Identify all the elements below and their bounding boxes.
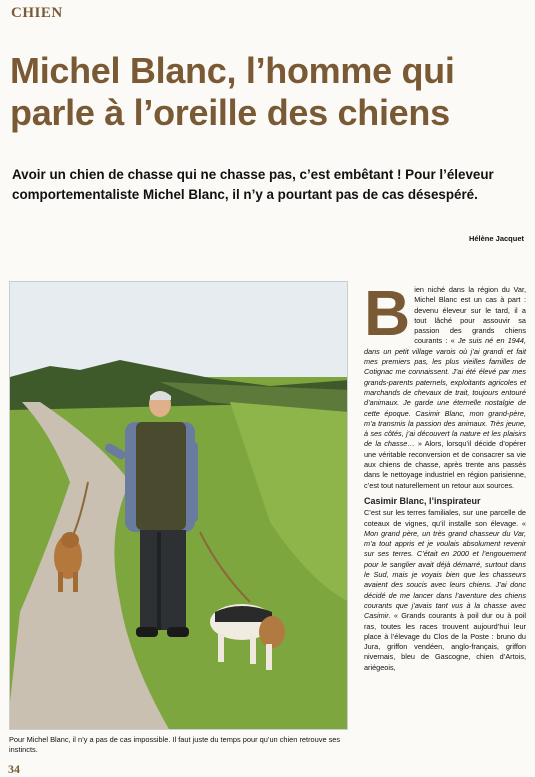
body-paragraph-2 — [364, 508, 526, 673]
section-label: CHIEN — [11, 5, 63, 21]
page-number: 34 — [8, 762, 20, 776]
author-byline: Hélène Jacquet — [468, 234, 524, 243]
article-title: Michel Blanc, l’homme qui parle à l’oreille des chiens — [10, 50, 455, 133]
intro-text: ien niché dans la région du Var, Michel Blanc est un cas à part : devenu éleveur sur le tard, il a tout lâché pour assouvir sa passion des grands chiens courants : « — [414, 285, 526, 346]
after-quote-2: « Grands courants à poil dur ou à poil ras, toutes les races trouvent aujourd’hui leur place à l’élevage du Clos de la Poste : bruno du Jura, griffon vendéen, anglo-français, griffon nivernais, bleu de Gascogne, chien d’Artois, ariégeois, — [364, 611, 526, 672]
photo-caption: Pour Michel Blanc, il n’y a pas de cas impossible. Il faut juste du temps pour qu’un chien retrouve ses instincts. — [9, 735, 341, 754]
article-photo — [9, 281, 348, 730]
para2-text: C’est sur les terres familiales, sur une parcelle de coteaux de vignes, qu’il installe son élevage. « — [364, 508, 526, 528]
after-quote-1: » Alors, lorsqu’il décide d’opérer une véritable reconversion et de consacrer sa vie aux chiens de chasse, après trente ans passés dans le nettoyage industriel en région parisienne, c’est tout naturellement un retour aux sources. — [364, 439, 526, 490]
photo-illustration — [10, 282, 348, 730]
sky — [10, 282, 348, 377]
quote-1: Je suis né en 1944, dans un petit village varois où j’ai grandi et fait mes premiers pas, les plus vieilles familles de Cotignac me connaissent. J’ai été élevé par mes grands-parents paternels, exploitants agricoles et marchands de chevaux de trait, toujours entouré d’animaux. Je garde une éternelle nostalgie de cette époque. Casimir Blanc, mon grand-père, m’a transmis la passion des animaux. Très jeune, à ses côtés, j’ai découvert la nature et les plaisirs de la chasse… — [364, 336, 526, 449]
article-body — [364, 277, 526, 673]
subheading: Casimir Blanc, l’inspirateur — [364, 495, 481, 506]
drop-cap: B — [364, 277, 411, 349]
quote-2: Mon grand père, un très grand chasseur du Var, m’a tout appris et je voulais absolument revenir sur ses terres. C’était en 2000 et l’engouement pour le sanglier avait déjà démarré, surtout dans le Sud, mais je voyais bien que les chasseurs avaient des soucis avec leurs chiens. J’ai donc décidé de me lancer dans l’aventure des chiens courants que j’avais tant vus à la chasse avec Casimir. — [364, 528, 526, 621]
article-lead: Avoir un chien de chasse qui ne chasse pas, c’est embêtant ! Pour l’éleveur comportementaliste Michel Blanc, il n’y a pourtant pas de cas désespéré. — [12, 167, 494, 202]
